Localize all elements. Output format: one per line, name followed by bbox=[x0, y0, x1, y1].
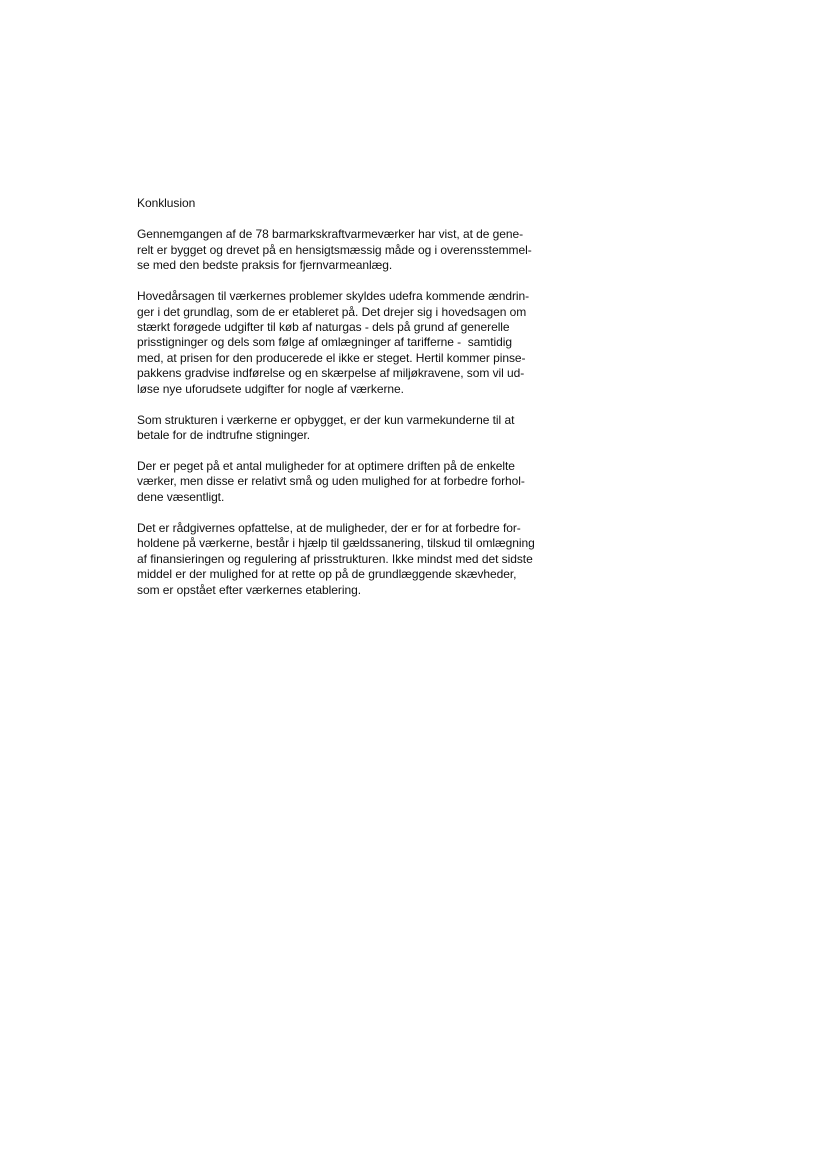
document-body bbox=[137, 196, 567, 614]
paragraph-4 bbox=[137, 459, 567, 505]
paragraph-5 bbox=[137, 521, 567, 598]
text-line: middel er der mulighed for at rette op på de grundlæggende skævheder, bbox=[137, 567, 517, 582]
text-line: Hovedårsagen til værkernes problemer skyldes udefra kommende ændrin- bbox=[137, 289, 530, 304]
text-line: værker, men disse er relativt små og uden mulighed for at forbedre forhol- bbox=[137, 474, 525, 489]
text-line: se med den bedste praksis for fjernvarmeanlæg. bbox=[137, 258, 393, 273]
paragraph-2 bbox=[137, 289, 567, 397]
text-line: Som strukturen i værkerne er opbygget, er der kun varmekunderne til at bbox=[137, 412, 515, 427]
text-line: pakkens gradvise indførelse og en skærpelse af miljøkravene, som vil ud- bbox=[137, 366, 525, 381]
text-line: relt er bygget og drevet på en hensigtsmæssig måde og i overensstemmel- bbox=[137, 242, 532, 257]
text-line: som er opstået efter værkernes etablering. bbox=[137, 582, 362, 597]
text-line: af finansieringen og regulering af prisstrukturen. Ikke mindst med det sidste bbox=[137, 551, 533, 566]
text-line: holdene på værkerne, består i hjælp til gældssanering, tilskud til omlægning bbox=[137, 536, 535, 551]
text-line: Der er peget på et antal muligheder for at optimere driften på de enkelte bbox=[137, 459, 515, 474]
text-line: ger i det grundlag, som de er etableret på. Det drejer sig i hovedsagen om bbox=[137, 304, 527, 319]
text-line: betale for de indtrufne stigninger. bbox=[137, 428, 311, 443]
text-line: løse nye uforudsete udgifter for nogle af værkerne. bbox=[137, 381, 404, 396]
text-line: prisstigninger og dels som følge af omlægninger af tarifferne - samtidig bbox=[137, 335, 512, 350]
text-line: stærkt forøgede udgifter til køb af naturgas - dels på grund af generelle bbox=[137, 320, 510, 335]
text-line: med, at prisen for den producerede el ikke er steget. Hertil kommer pinse- bbox=[137, 350, 526, 365]
section-heading: Konklusion bbox=[137, 196, 196, 210]
paragraph-1 bbox=[137, 227, 567, 273]
text-line: dene væsentligt. bbox=[137, 489, 225, 504]
text-line: Det er rådgivernes opfattelse, at de muligheder, der er for at forbedre for- bbox=[137, 520, 521, 535]
paragraph-3 bbox=[137, 413, 567, 444]
text-line: Gennemgangen af de 78 barmarkskraftvarmeværker har vist, at de gene- bbox=[137, 227, 524, 242]
